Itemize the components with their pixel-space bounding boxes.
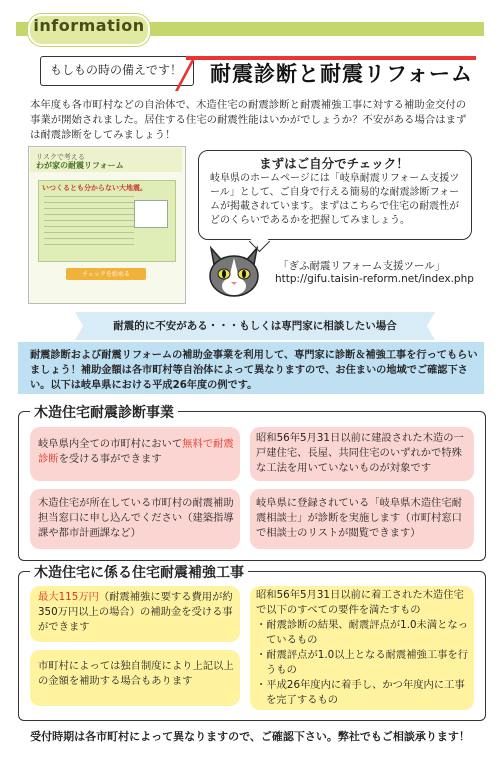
tool-name: 「ぎふ耐震リフォーム支援ツール」 <box>278 260 446 272</box>
free-diagnosis-highlight: 無料で耐震診断 <box>38 438 234 465</box>
arrow-banner-text: 耐震的に不安がある・・・もしくは専門家に相談したい場合 <box>113 320 397 332</box>
diagnosis-consultant-text: 岐阜県に登録されている「岐阜県木造住宅耐震相談士」が診断を実施します（市町村窓口で相談士のリストが閲覧できます） <box>256 497 462 539</box>
check-body: 岐阜県のホームページには「岐阜耐震リフォーム支援ツール」として、ご自身で行える簡易的な耐震診断フォームが掲載されています。まずはこちらで住宅の耐震性がどのくらいであるかを把握してみましょう。 <box>210 173 460 226</box>
thumbnail-red-text: いつくるとも分からない大地震。 <box>42 184 147 192</box>
thumbnail-heading: わが家の耐震リフォーム <box>36 161 124 170</box>
thumbnail-text-lines <box>44 196 134 246</box>
subsidy-info-text: 耐震診断および耐震リフォームの補助金事業を利用して、専門家に診断＆補強工事を行ってもらいましょう！補助金額は各市町村等自治体によって異なりますので、お住まいの地域でご確認下さい。以下は岐阜県における平成26年度の例です。 <box>30 350 478 391</box>
intro-paragraph: 本年度も各市町村などの自治体で、木造住宅の耐震診断と耐震補強工事に対する補助金交付の事業が開始されました。居住する住宅の耐震性能はいかがでしょうか？不安がある場合はまずは耐震診断をしてみましょう！ <box>30 99 467 141</box>
section-diagnosis-title: 木造住宅耐震診断事業 <box>30 402 178 422</box>
subtitle: もしもの時の備えです！ <box>49 63 182 77</box>
max-amount-highlight: 最大115万円 <box>38 591 99 603</box>
requirement-item: ・平成26年度内に着手し、かつ年度内に工事を完了するもの <box>256 679 465 706</box>
requirement-item: ・耐震診断の結果、耐震評点が1.0未満となっているもの <box>256 619 469 646</box>
reinforcement-local-text: 市町村によっては独自制度により上記以上の金額を補助する場合もあります <box>38 660 234 687</box>
diagnosis-free-text: 岐阜県内全ての市町村において無料で耐震診断を受ける事ができます <box>38 438 234 465</box>
thumbnail-button-label: チェックを始める <box>82 271 130 278</box>
thumbnail-small-text: リスクで考える <box>36 153 85 161</box>
diagnosis-target-text: 昭和56年5月31日以前に建設された木造の一戸建住宅、長屋、共同住宅のいずれかで特殊な工法を用いていないものが対象です <box>256 432 464 474</box>
page-title: 耐震診断と耐震リフォーム <box>210 62 473 86</box>
cat-mascot-icon <box>205 244 263 300</box>
footer-note: 受付時期は各市町村によって異なりますので、ご確認下さい。弊社でもご相談承ります！ <box>30 730 470 743</box>
requirements-intro: 昭和56年5月31日以前に着工された木造住宅で以下のすべての要件を満たすもの <box>256 589 464 616</box>
reinforcement-amount-text: 最大115万円（耐震補強に要する費用が約350万円以上の場合）の補助金を受ける事ができます <box>38 591 233 633</box>
reinforcement-requirements-text <box>256 588 470 708</box>
tool-url-link[interactable]: http://gifu.taisin-reform.net/index.php <box>275 273 474 285</box>
requirements-list <box>256 618 470 708</box>
diagnosis-apply-text: 木造住宅が所在している市町村の耐震補助担当窓口に申し込んでください（建築指導課や都市計画課など） <box>38 497 234 539</box>
information-label: information <box>33 16 145 35</box>
section-reinforcement-title: 木造住宅に係る住宅耐震補強工事 <box>30 562 248 582</box>
requirement-item: ・耐震評点が1.0以上となる耐震補強工事を行うもの <box>256 649 469 676</box>
thumbnail-house-image <box>134 200 168 228</box>
check-title: まずはご自分でチェック！ <box>259 156 409 171</box>
